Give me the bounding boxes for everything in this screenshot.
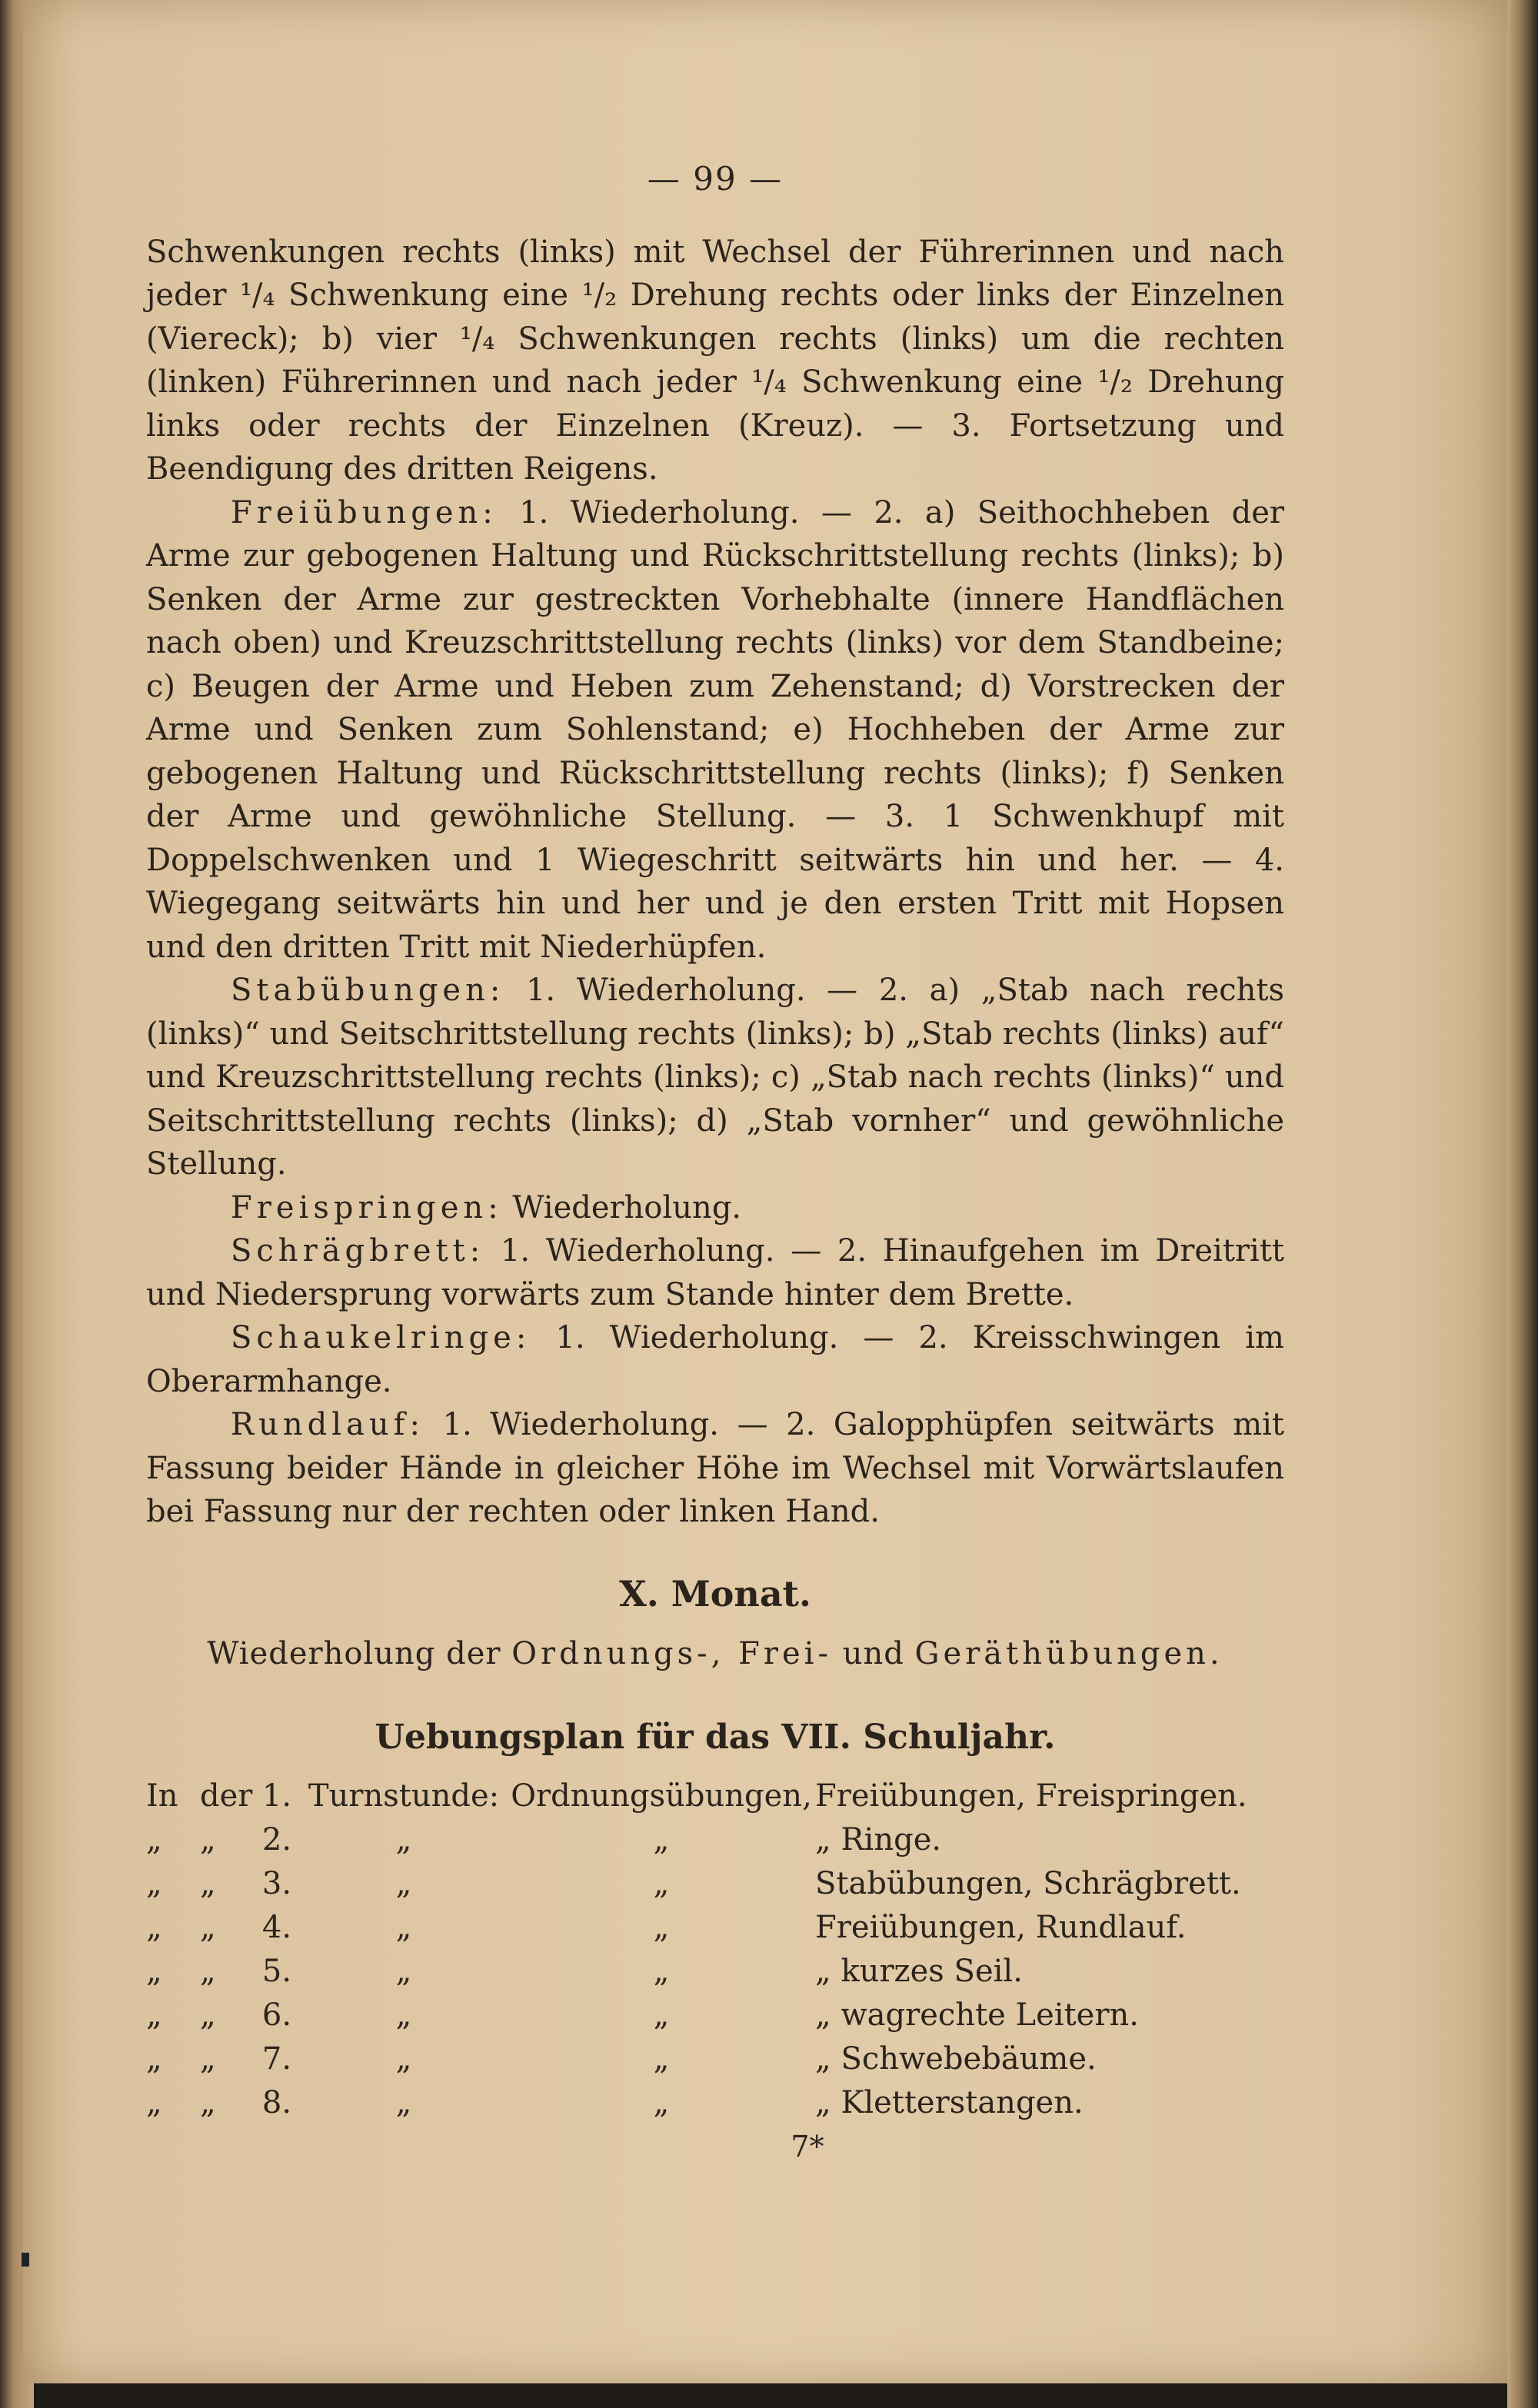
exercises: Freiübungen, Freispringen. bbox=[815, 1778, 1247, 1814]
row-prefix: „ bbox=[146, 1822, 162, 1858]
row-prefix: „ bbox=[146, 1910, 162, 1946]
month-heading: X. Monat. bbox=[619, 1572, 811, 1615]
month-subheading-part-c: und bbox=[831, 1636, 915, 1671]
month-subheading bbox=[146, 1632, 1284, 1676]
section-label-rundlauf: Rundlauf: bbox=[231, 1407, 424, 1442]
row-prefix: „ bbox=[146, 2085, 162, 2121]
plan-row bbox=[146, 1774, 1292, 1818]
paragraph-schaukelringe bbox=[146, 1316, 1284, 1403]
lesson-label: „ bbox=[395, 1822, 412, 1858]
section-label-freiuebungen: Freiübungen: bbox=[231, 494, 498, 530]
paragraph-freiuebungen bbox=[146, 491, 1284, 970]
row-article: „ bbox=[200, 1954, 216, 1990]
exercises: „ Ringe. bbox=[815, 1822, 942, 1858]
lesson-label: „ bbox=[395, 2085, 412, 2121]
lesson-number: 6. bbox=[261, 1997, 292, 2034]
section-text-schaukelringe: 1. Wiederholung. — 2. Kreisschwingen im Oberarmhange. bbox=[146, 1320, 1284, 1399]
order-exercises: „ bbox=[653, 2085, 670, 2121]
row-prefix: In bbox=[146, 1778, 178, 1814]
lesson-label: „ bbox=[395, 2041, 412, 2077]
exercises: „ Kletterstangen. bbox=[815, 2085, 1084, 2121]
section-label-schraegbrett: Schrägbrett: bbox=[231, 1233, 485, 1269]
month-subheading-part-b: Ordnungs-, Frei- bbox=[511, 1636, 832, 1671]
row-prefix: „ bbox=[146, 1997, 162, 2034]
plan-row bbox=[146, 2037, 1292, 2081]
signature-mark: 7* bbox=[791, 2130, 824, 2164]
section-text-stabuebungen: 1. Wiederholung. — 2. a) „Stab nach rechts (links)“ und Seitschrittstellung rechts (links); b) „Stab rechts (links) auf“ und Kreuzschrittstellung rechts (links); c) „Stab nach rechts (links)“ und Seitschrittstellung rechts (links); d) „Stab vornher“ und gewöhnliche Stellung. bbox=[146, 973, 1284, 1182]
lesson-label: Turnstunde: bbox=[308, 1778, 500, 1814]
exercises: Stabübungen, Schrägbrett. bbox=[815, 1866, 1241, 1902]
section-label-freispringen: Freispringen: bbox=[231, 1189, 503, 1226]
lesson-label: „ bbox=[395, 1866, 412, 1902]
margin-mark bbox=[22, 2253, 29, 2267]
row-article: „ bbox=[200, 2041, 216, 2077]
plan-row bbox=[146, 1818, 1292, 1862]
row-prefix: „ bbox=[146, 2041, 162, 2077]
plan-row bbox=[146, 1994, 1292, 2037]
paragraph-freispringen bbox=[146, 1186, 1284, 1230]
lesson-number: 5. bbox=[261, 1954, 292, 1990]
lesson-label: „ bbox=[395, 1954, 412, 1990]
plan-row bbox=[146, 2081, 1292, 2125]
order-exercises: Ordnungsübungen, bbox=[511, 1778, 812, 1814]
page-number: — 99 — bbox=[647, 160, 784, 198]
lesson-number: 7. bbox=[261, 2041, 292, 2077]
section-text-freispringen: Wiederholung. bbox=[502, 1189, 742, 1226]
lesson-number: 1. bbox=[261, 1778, 292, 1814]
row-article: „ bbox=[200, 1910, 216, 1946]
section-text-schraegbrett: 1. Wiederholung. — 2. Hinaufgehen im Dreitritt und Niedersprung vorwärts zum Stande hinter dem Brette. bbox=[146, 1233, 1284, 1312]
order-exercises: „ bbox=[653, 1954, 670, 1990]
plan-row bbox=[146, 1862, 1292, 1906]
month-subheading-part-a: Wiederholung der bbox=[207, 1636, 512, 1671]
row-article: „ bbox=[200, 2085, 216, 2121]
lesson-label: „ bbox=[395, 1997, 412, 2034]
exercises: „ Schwebebäume. bbox=[815, 2041, 1097, 2077]
plan-row bbox=[146, 1906, 1292, 1950]
lesson-number: 3. bbox=[261, 1866, 292, 1902]
row-article: „ bbox=[200, 1997, 216, 2034]
row-article: „ bbox=[200, 1866, 216, 1902]
section-label-schaukelringe: Schaukelringe: bbox=[231, 1320, 531, 1355]
exercises: Freiübungen, Rundlauf. bbox=[815, 1910, 1187, 1946]
lesson-number: 2. bbox=[261, 1822, 292, 1858]
plan-heading: Uebungsplan für das VII. Schuljahr. bbox=[375, 1717, 1056, 1757]
paragraph-rundlauf bbox=[146, 1403, 1284, 1534]
paragraph-stabuebungen bbox=[146, 969, 1284, 1186]
page-content bbox=[146, 158, 1284, 2169]
lesson-number: 8. bbox=[261, 2085, 292, 2121]
section-text-freiuebungen: 1. Wiederholung. — 2. a) Seithochheben der Arme zur gebogenen Haltung und Rückschrittstellung rechts (links); b) Senken der Arme zur gestreckten Vorhebhalte (innere Handflächen nach oben) und Kreuzschrittstellung rechts (links) vor dem Standbeine; c) Beugen der Arme und Heben zum Zehenstand; d) Vorstrecken der Arme und Senken zum Sohlenstand; e) Hochheben der Arme zur gebogenen Haltung und Rückschrittstellung rechts (links); f) Senken der Arme und gewöhnliche Stellung. — 3. 1 Schwenkhupf mit Doppelschwenken und 1 Wiegeschritt seitwärts hin und her. — 4. Wiegegang seitwärts hin und her und je den ersten Tritt mit Hopsen und den dritten Tritt mit Niederhüpfen. bbox=[146, 494, 1284, 965]
exercises: „ wagrechte Leitern. bbox=[815, 1997, 1139, 2034]
month-subheading-part-d: Geräthübungen. bbox=[914, 1636, 1223, 1671]
page-right-edge bbox=[1507, 0, 1538, 2408]
order-exercises: „ bbox=[653, 1866, 670, 1902]
lesson-number: 4. bbox=[261, 1910, 292, 1946]
exercise-plan-table bbox=[146, 1774, 1292, 2125]
exercises: „ kurzes Seil. bbox=[815, 1954, 1023, 1990]
order-exercises: „ bbox=[653, 2041, 670, 2077]
row-article: der bbox=[200, 1778, 253, 1814]
section-label-stabuebungen: Stabübungen: bbox=[231, 973, 505, 1008]
paragraph-schwenkungen: Schwenkungen rechts (links) mit Wechsel der Führerinnen und nach jeder ¹/₄ Schwenkung eine ¹/₂ Drehung rechts oder links der Einzelnen (Viereck); b) vier ¹/₄ Schwenkungen rechts (links) um die rechten (linken) Führerinnen und nach jeder ¹/₄ Schwenkung eine ¹/₂ Drehung links oder rechts der Einzelnen (Kreuz). — 3. Fortsetzung und Beendigung des dritten Reigens. bbox=[146, 234, 1284, 487]
plan-row bbox=[146, 1950, 1292, 1994]
order-exercises: „ bbox=[653, 1910, 670, 1946]
row-prefix: „ bbox=[146, 1866, 162, 1902]
row-article: „ bbox=[200, 1822, 216, 1858]
lesson-label: „ bbox=[395, 1910, 412, 1946]
order-exercises: „ bbox=[653, 1822, 670, 1858]
paragraph-schraegbrett bbox=[146, 1229, 1284, 1316]
section-text-rundlauf: 1. Wiederholung. — 2. Galopphüpfen seitwärts mit Fassung beider Hände in gleicher Höhe im Wechsel mit Vorwärtslaufen bei Fassung nur der rechten oder linken Hand. bbox=[146, 1407, 1284, 1529]
order-exercises: „ bbox=[653, 1997, 670, 2034]
row-prefix: „ bbox=[146, 1954, 162, 1990]
